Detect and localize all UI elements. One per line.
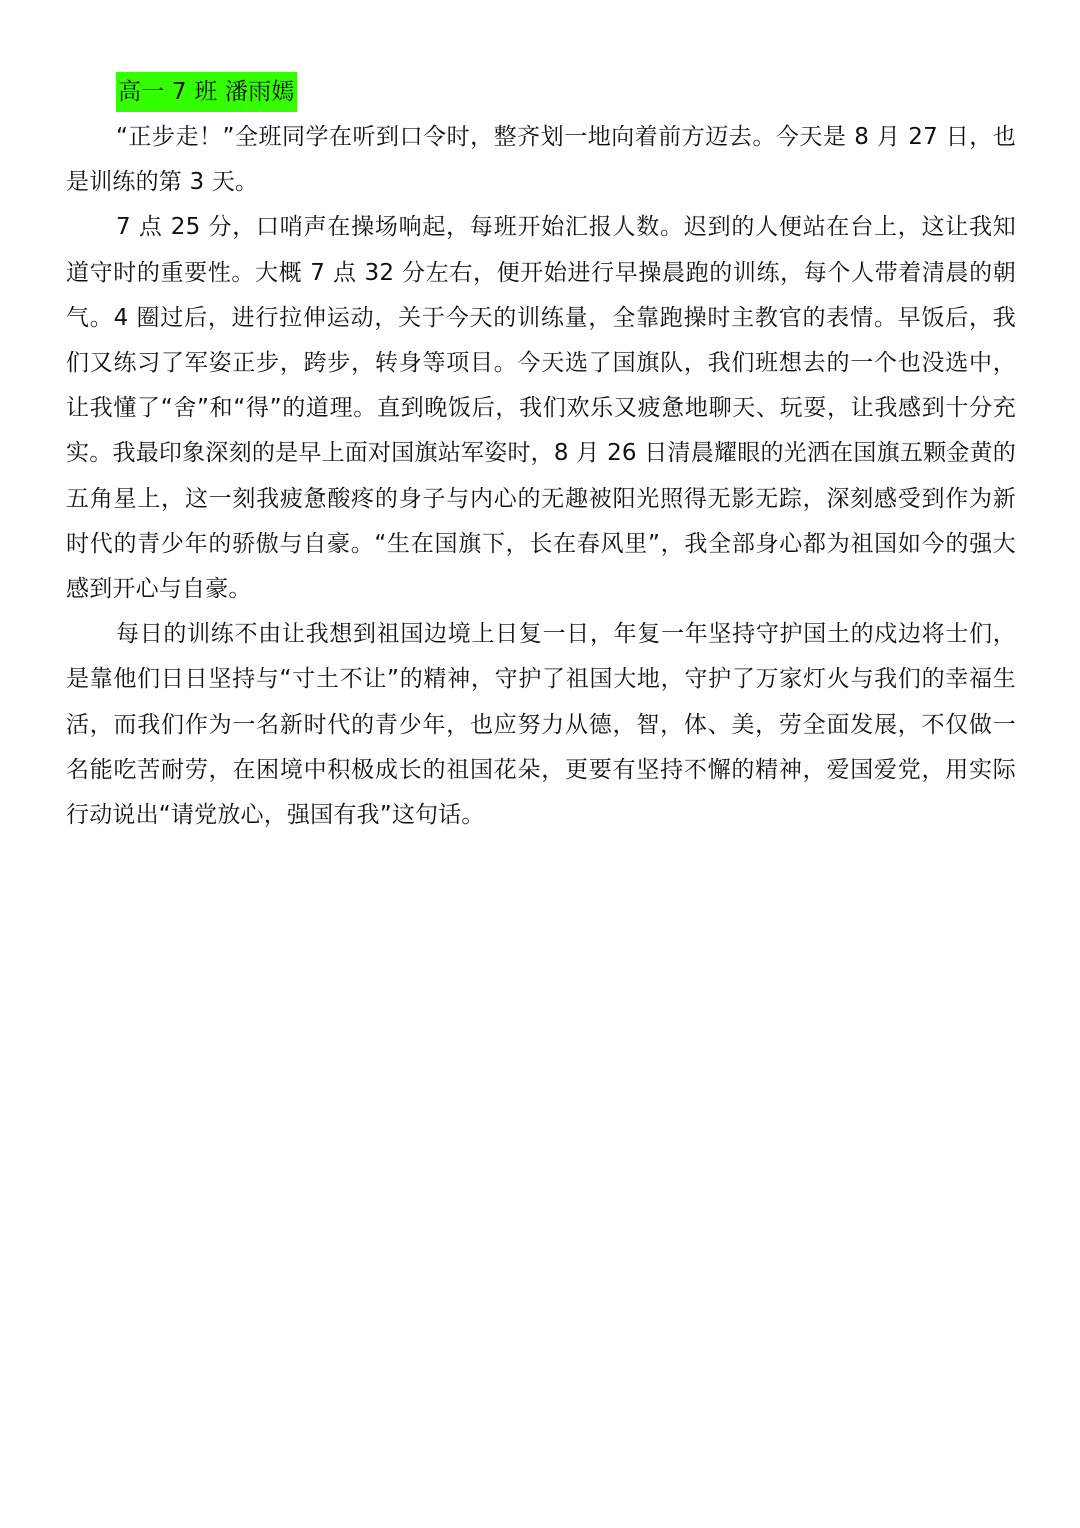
author-highlight: 高一 7 班 潘雨嫣	[116, 72, 297, 112]
paragraph-3: 每日的训练不由让我想到祖国边境上日复一日，年复一年坚持守护国土的戍边将士们，是靠他们日日坚持与“寸土不让”的精神，守护了祖国大地，守护了万家灯火与我们的幸福生活，而我们作为一名新时代的青少年，也应努力从德，智，体、美，劳全面发展，不仅做一名能吃苦耐劳，在困境中积极成长的祖国花朵，更要有坚持不懈的精神，爱国爱党，用实际行动说出“请党放心，强国有我”这句话。	[66, 621, 1016, 829]
author-line	[116, 70, 1016, 115]
paragraph-1: “正步走！”全班同学在听到口令时，整齐划一地向着前方迈去。今天是 8 月 27 日，也是训练的第 3 天。	[66, 124, 1016, 196]
paragraph-2: 7 点 25 分，口哨声在操场响起，每班开始汇报人数。迟到的人便站在台上，这让我知道守时的重要性。大概 7 点 32 分左右，便开始进行早操晨跑的训练，每个人带着清晨的朝气。4 圈过后，进行拉伸运动，关于今天的训练量，全靠跑操时主教官的表情。早饭后，我们又练习了军姿正步，跨步，转身等项目。今天选了国旗队，我们班想去的一个也没选中，让我懂了“舍”和“得”的道理。直到晚饭后，我们欢乐又疲惫地聊天、玩耍，让我感到十分充实。我最印象深刻的是早上面对国旗站军姿时，8 月 26 日清晨耀眼的光洒在国旗五颗金黄的五角星上，这一刻我疲惫酸疼的身子与内心的无趣被阳光照得无影无踪，深刻感受到作为新时代的青少年的骄傲与自豪。“生在国旗下，长在春风里”，我全部身心都为祖国如今的强大感到开心与自豪。	[66, 214, 1016, 603]
essay-body	[66, 70, 1016, 838]
